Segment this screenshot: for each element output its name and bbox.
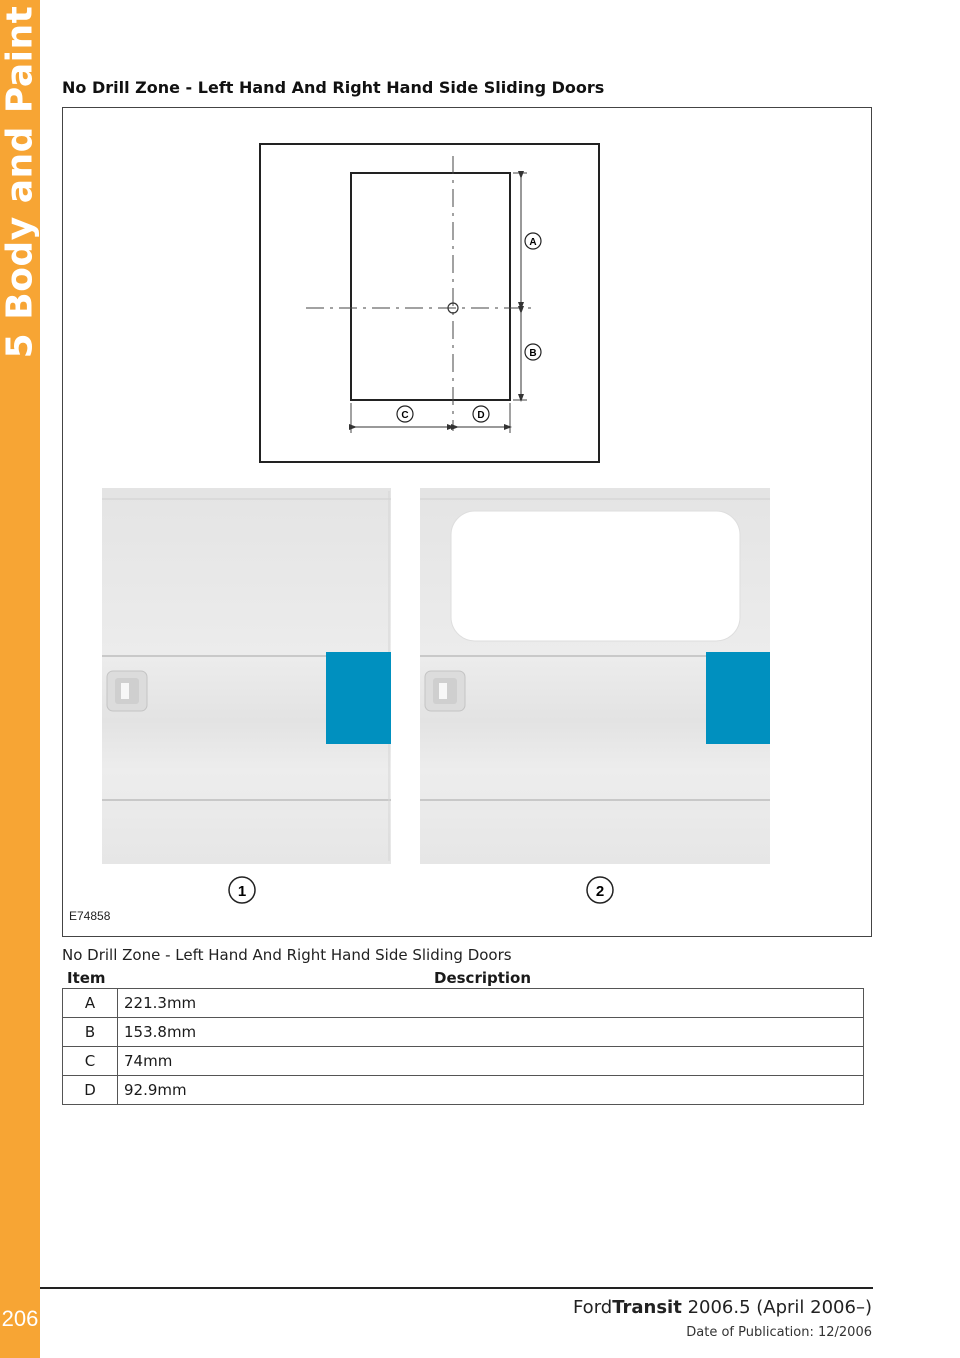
callout-1 <box>229 877 255 903</box>
dimensions-table <box>62 988 864 1105</box>
label-d <box>473 406 489 422</box>
publication-date: Date of Publication: 12/2006 <box>686 1325 872 1340</box>
section-title: 5 Body and Paint <box>0 5 41 359</box>
svg-text:B: B <box>529 348 537 359</box>
footer-divider <box>40 1287 873 1289</box>
table-cell-item: D <box>63 1076 118 1105</box>
table-row <box>63 989 864 1018</box>
table-row <box>63 1047 864 1076</box>
table-cell-description: 92.9mm <box>118 1076 864 1105</box>
right-sliding-door <box>420 488 770 864</box>
figure-caption: No Drill Zone - Left Hand And Right Hand Side Sliding Doors <box>62 946 512 964</box>
page-heading: No Drill Zone - Left Hand And Right Hand Side Sliding Doors <box>62 78 605 97</box>
right-door-no-drill-zone <box>706 652 770 744</box>
left-door-no-drill-zone <box>326 652 391 744</box>
figure-frame <box>62 107 872 937</box>
footer-title <box>573 1297 872 1318</box>
left-door-handle <box>107 671 147 711</box>
callout-2 <box>587 877 613 903</box>
table-cell-description: 153.8mm <box>118 1018 864 1047</box>
figure-id: E74858 <box>69 909 111 923</box>
right-door-handle <box>425 671 465 711</box>
svg-text:A: A <box>529 237 537 248</box>
figure-illustration <box>63 108 871 936</box>
section-side-tab <box>0 0 40 1358</box>
label-b <box>525 344 541 360</box>
label-c <box>397 406 413 422</box>
table-cell-item: B <box>63 1018 118 1047</box>
dimension-diagram <box>260 144 599 462</box>
page-number: 206 <box>1 1306 39 1331</box>
footer-edition: 2006.5 (April 2006–) <box>681 1297 872 1318</box>
table-cell-description: 74mm <box>118 1047 864 1076</box>
table-row <box>63 1076 864 1105</box>
table-row <box>63 1018 864 1047</box>
label-a <box>525 233 541 249</box>
svg-text:1: 1 <box>237 883 247 900</box>
svg-text:C: C <box>401 410 409 421</box>
left-sliding-door <box>102 488 391 864</box>
svg-text:2: 2 <box>595 883 605 900</box>
footer-model: Transit <box>612 1297 682 1318</box>
table-header-item: Item <box>67 969 106 987</box>
no-drill-rectangle <box>351 173 510 400</box>
svg-text:D: D <box>477 410 485 421</box>
table-cell-item: A <box>63 989 118 1018</box>
table-cell-description: 221.3mm <box>118 989 864 1018</box>
table-header-description: Description <box>434 969 532 987</box>
table-cell-item: C <box>63 1047 118 1076</box>
right-door-window <box>451 511 740 641</box>
footer-brand: Ford <box>572 1297 613 1318</box>
